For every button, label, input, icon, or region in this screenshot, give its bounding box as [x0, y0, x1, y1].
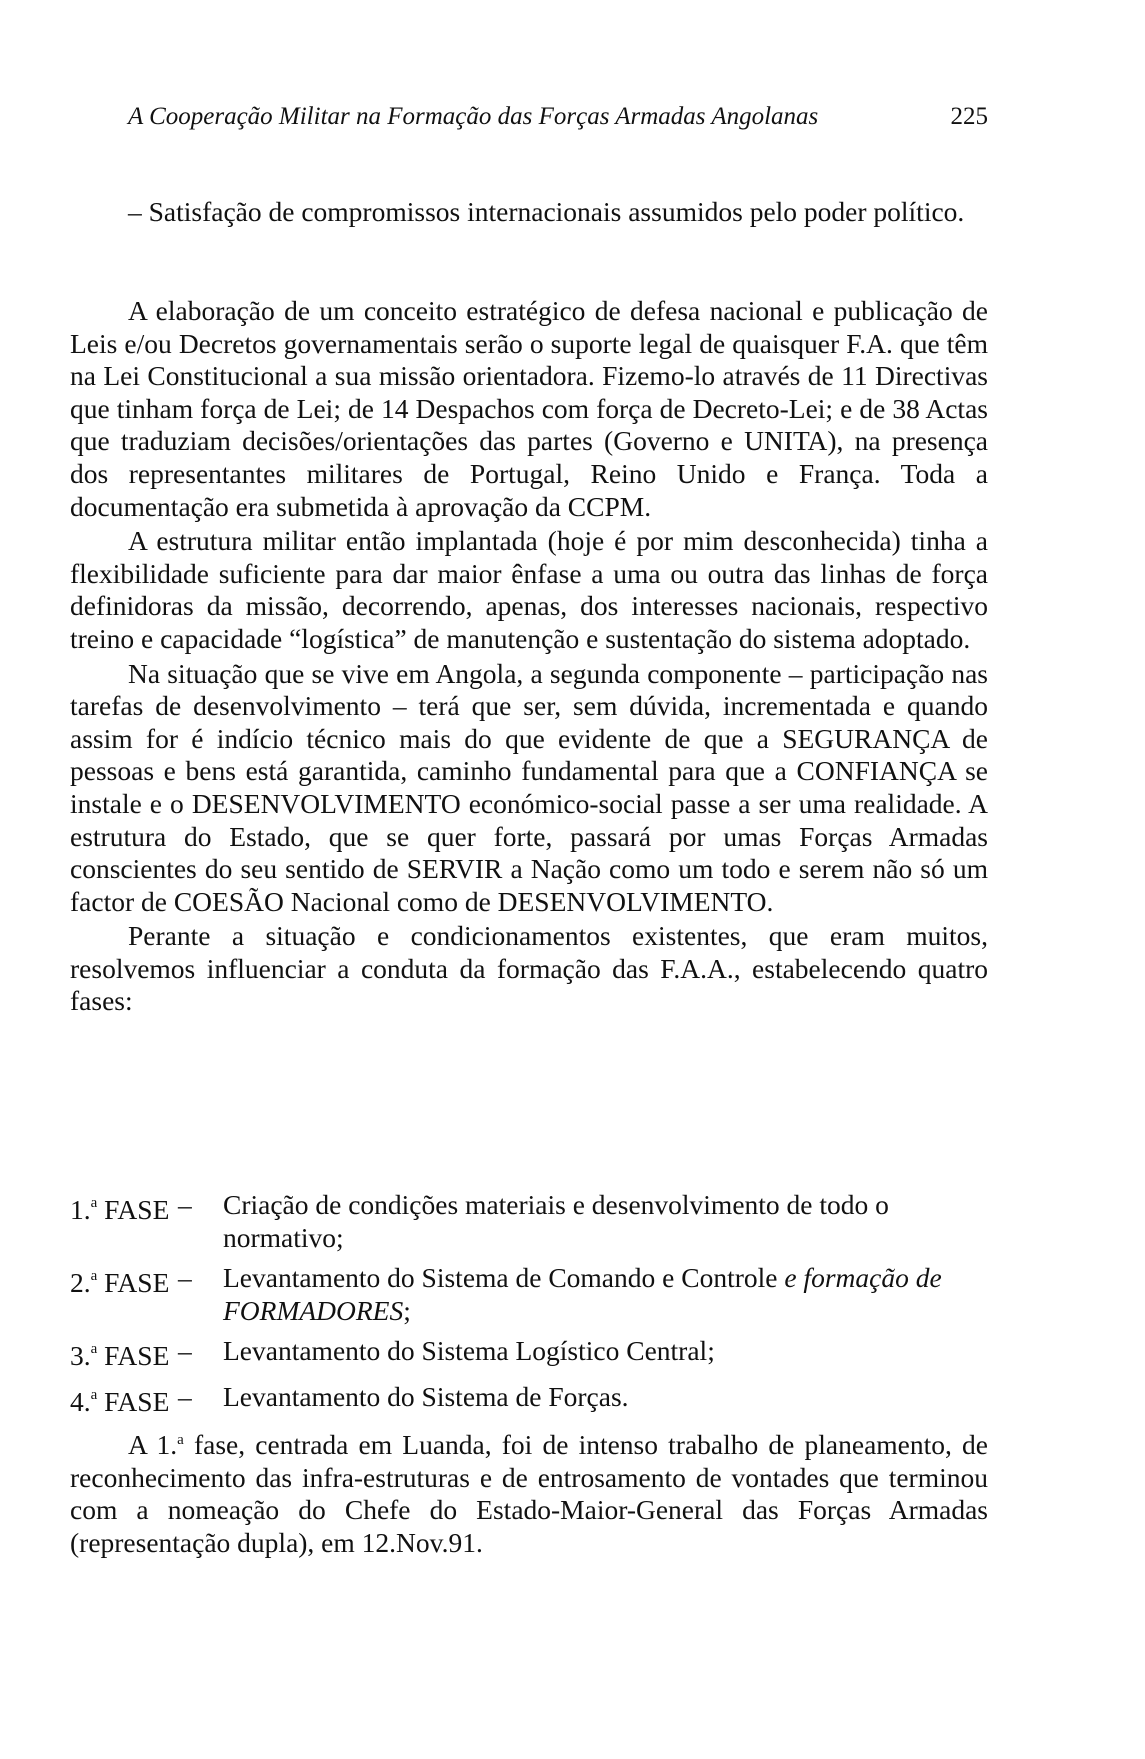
phase-description: Levantamento do Sistema de Comando e Controle e formação de FORMADORES;: [223, 1262, 942, 1326]
running-title: A Cooperação Militar na Formação das Forças Armadas Angolanas: [128, 103, 819, 130]
phase-number: 4.$^a$ FASE: [70, 1386, 170, 1418]
phase-dash: –: [178, 1335, 192, 1367]
phase-description: Levantamento do Sistema de Forças.: [223, 1381, 629, 1413]
phase-number: 1.$^a$ FASE: [70, 1194, 170, 1226]
body-block-closing: [70, 1424, 988, 1560]
paragraph-6: A 1.$^a$ fase, centrada em Luanda, foi de intenso trabalho de planeamento, de reconhecimento das infra-estruturas e de entrosamento de vontades que terminou com a nomeação do Chefe do Estado-Maior-General das Forças Armadas (representação dupla), em 12.Nov.91.: [70, 1429, 988, 1558]
phase-item: [70, 1381, 988, 1419]
paragraph-4: Na situação que se vive em Angola, a segunda componente – participação nas tarefas de desenvolvimento – terá que ser, sem dúvida, incrementada e quando assim for é indício técnico mais do que evidente de que a SEGURANÇA de pessoas e bens está garantida, caminho fundamental para que a CONFIANÇA se instale e o DESENVOLVIMENTO económico-social passe a ser uma realidade. A estrutura do Estado, que se quer forte, passará por umas Forças Armadas conscientes do seu sentido de SERVIR a Nação como um todo e serem não só um factor de COESÃO Nacional como de DESENVOLVIMENTO.: [70, 657, 988, 917]
paragraph-5: Perante a situação e condicionamentos existentes, que eram muitos, resolvemos influenciar a conduta da formação das F.A.A., estabelecendo quatro fases:: [70, 920, 988, 1017]
phase-description: Criação de condições materiais e desenvolvimento de todo o normativo;: [223, 1189, 889, 1253]
phase-dash: –: [178, 1381, 192, 1413]
body-block-main: [70, 295, 988, 1018]
page-number: 225: [950, 103, 988, 130]
body-block-intro: [70, 196, 988, 229]
phase-list: [70, 1189, 988, 1427]
phase-number: 3.$^a$ FASE: [70, 1340, 170, 1372]
phase-number: 2.$^a$ FASE: [70, 1267, 170, 1299]
phase-item: [70, 1335, 988, 1373]
paragraph-1: – Satisfação de compromissos internacionais assumidos pelo poder político.: [128, 196, 965, 227]
phase-dash: –: [178, 1262, 192, 1294]
phase-description: Levantamento do Sistema Logístico Central;: [223, 1335, 715, 1367]
phase-item: [70, 1262, 988, 1327]
phase-item: [70, 1189, 988, 1254]
paragraph-2: A elaboração de um conceito estratégico de defesa nacional e publicação de Leis e/ou Decretos governamentais serão o suporte legal de quaisquer F.A. que têm na Lei Constitucional a sua missão orientadora. Fizemo-lo através de 11 Directivas que tinham força de Lei; de 14 Despachos com força de Decreto-Lei; e de 38 Actas que traduziam decisões/orientações das partes (Governo e UNITA), na presença dos representantes militares de Portugal, Reino Unido e França. Toda a documentação era submetida à aprovação da CCPM.: [70, 295, 988, 522]
paragraph-3: A estrutura militar então implantada (hoje é por mim desconhecida) tinha a flexibilidade suficiente para dar maior ênfase a uma ou outra das linhas de força definidoras da missão, decorrendo, apenas, dos interesses nacionais, respectivo treino e capacidade “logística” de manutenção e sustentação do sistema adoptado.: [70, 525, 988, 654]
running-header: [128, 102, 988, 132]
phase-dash: –: [178, 1189, 192, 1220]
